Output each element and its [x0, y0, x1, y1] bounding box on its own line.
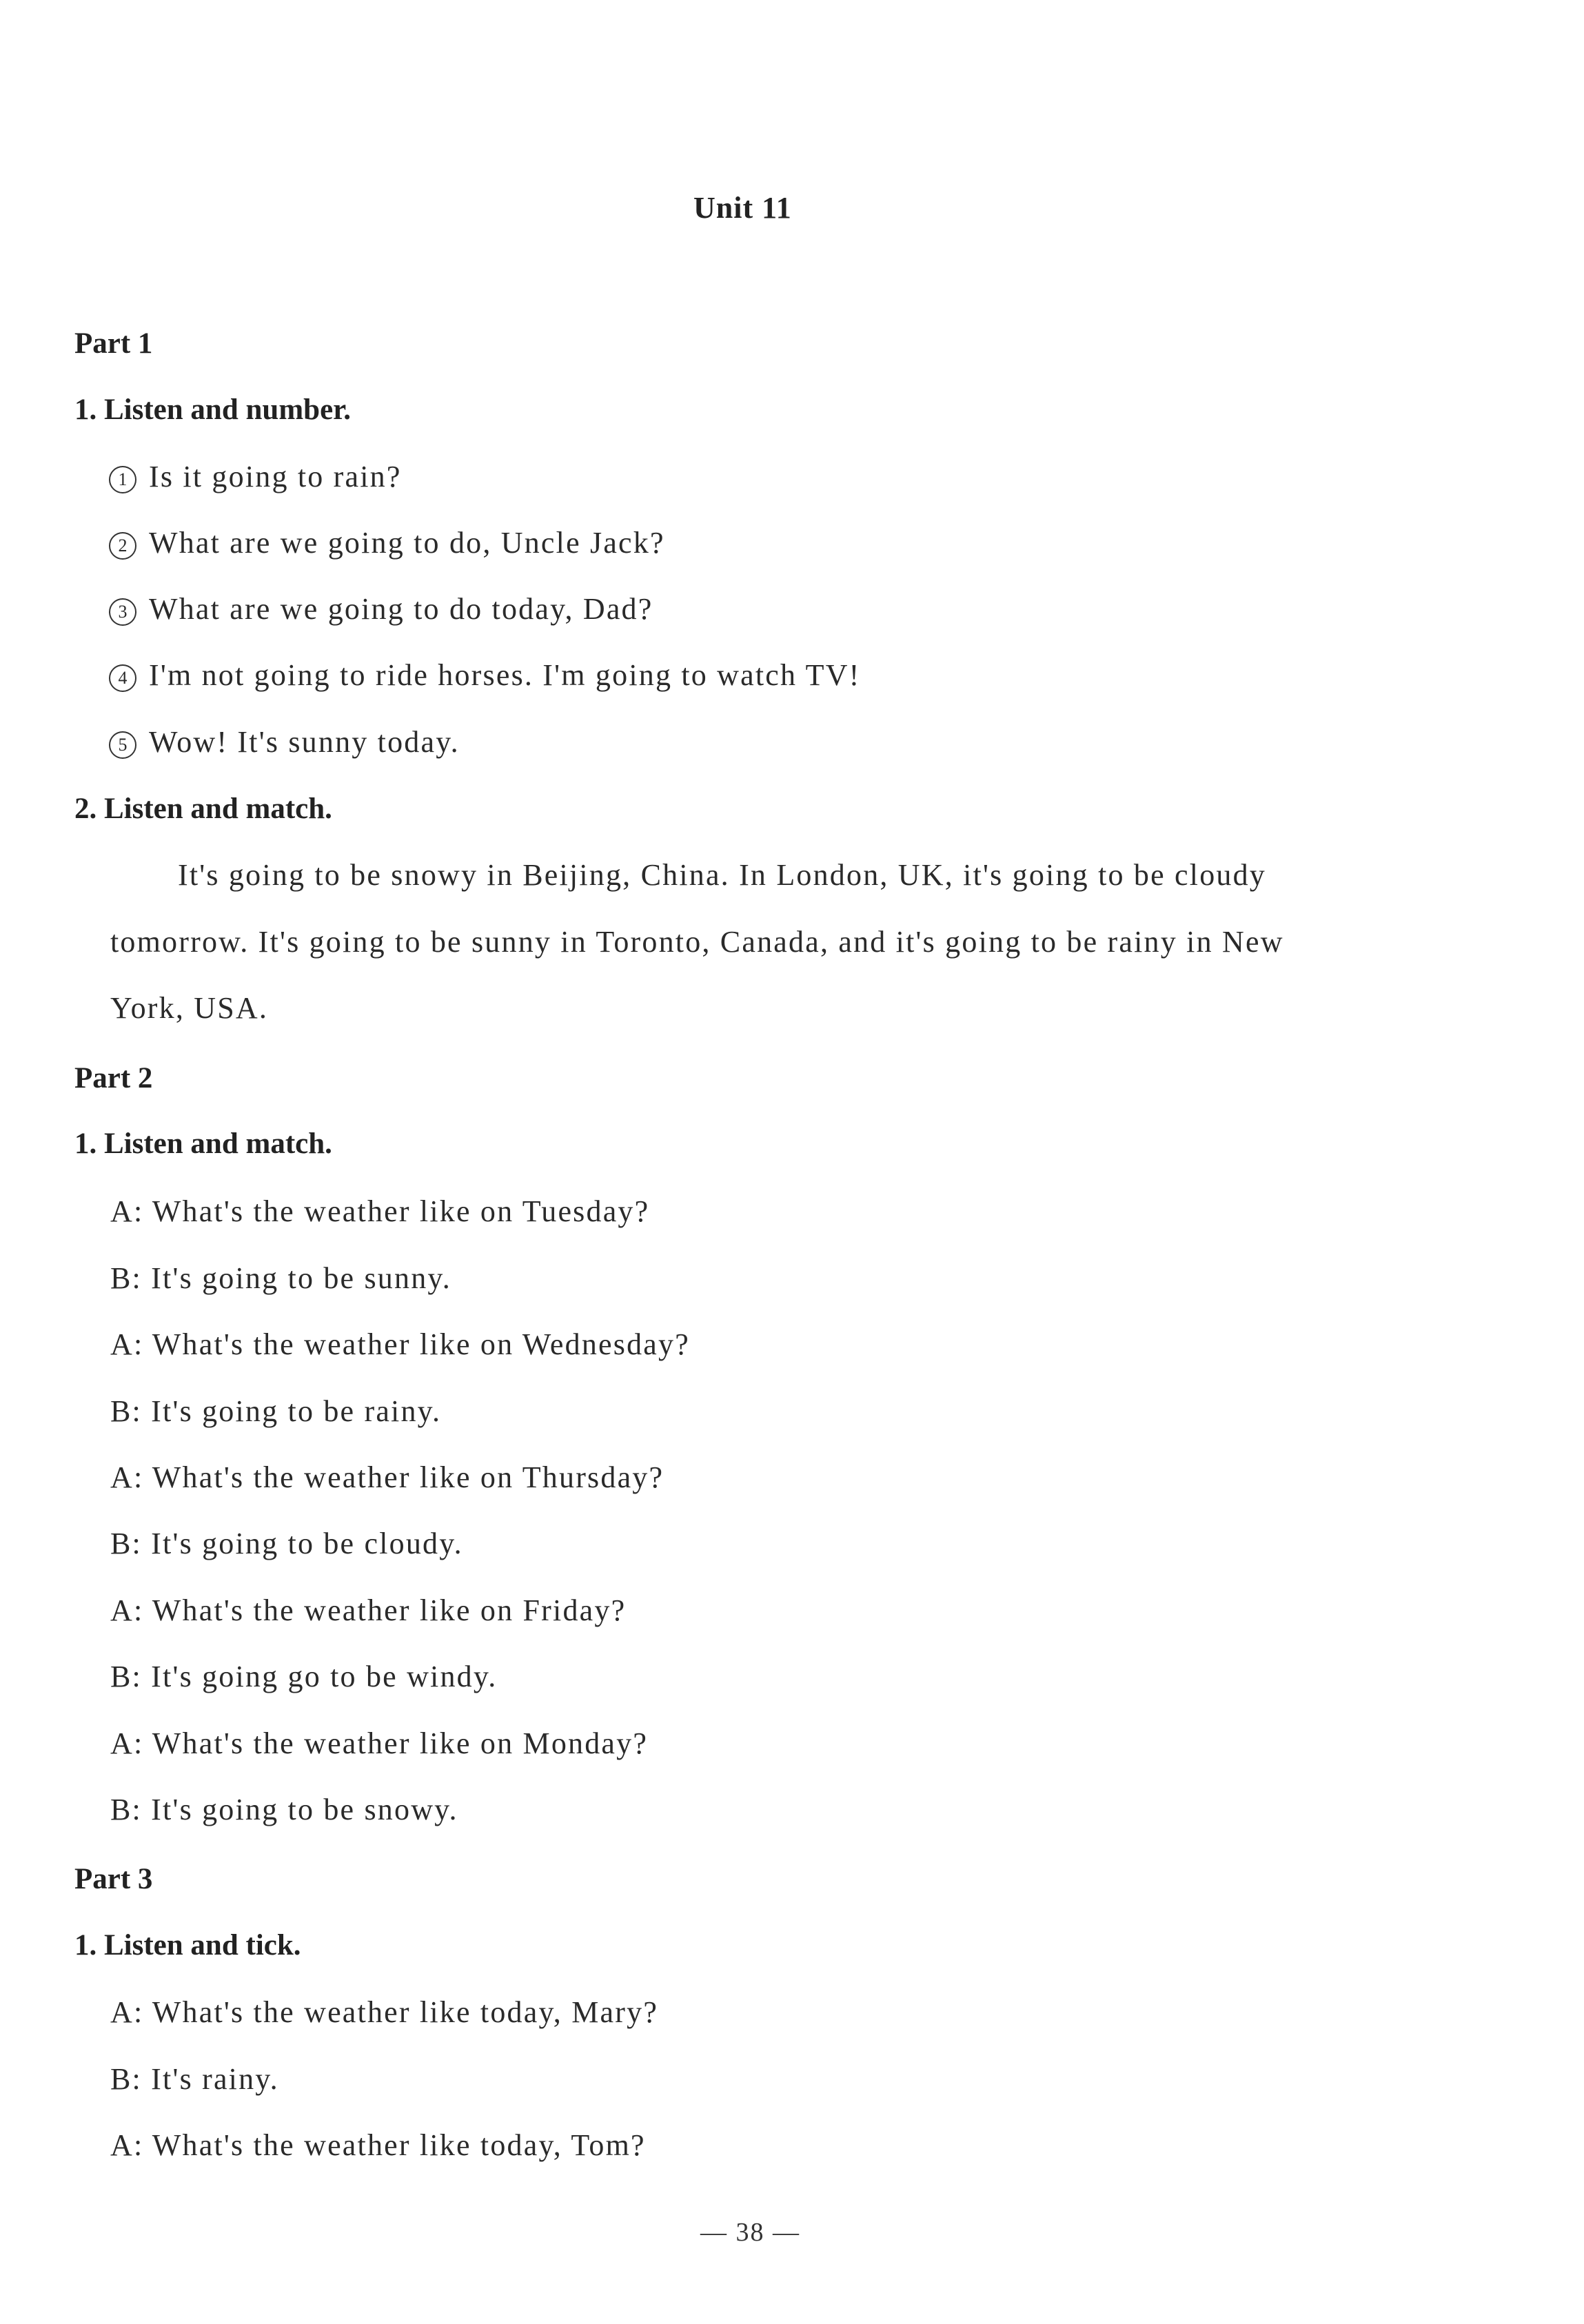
dialogue-line: B: It's going to be sunny.: [110, 1261, 451, 1295]
paragraph-line: tomorrow. It's going to be sunny in Toronto, Canada, and it's going to be rainy in New: [110, 925, 1284, 959]
list-item-text: What are we going to do today, Dad?: [149, 592, 653, 626]
list-item-text: Is it going to rain?: [149, 460, 402, 493]
page-number: — 38 —: [700, 2218, 800, 2247]
list-item: [109, 462, 402, 493]
part-2-task-1-heading: 1. Listen and match.: [74, 1128, 332, 1160]
list-item-text: I'm not going to ride horses. I'm going to watch TV!: [149, 658, 861, 692]
unit-title: Unit 11: [693, 191, 792, 225]
dialogue-line: A: What's the weather like today, Tom?: [110, 2128, 646, 2162]
paragraph-line: It's going to be snowy in Beijing, China. In London, UK, it's going to be cloudy: [178, 858, 1266, 892]
circled-number: 1: [109, 466, 136, 493]
part-1-task-2-heading: 2. Listen and match.: [74, 793, 332, 825]
list-item: [109, 594, 653, 626]
part-1-task-1-heading: 1. Listen and number.: [74, 394, 352, 426]
dialogue-line: A: What's the weather like on Friday?: [110, 1593, 627, 1627]
list-item: [109, 528, 665, 560]
dialogue-line: B: It's going to be cloudy.: [110, 1527, 463, 1560]
circled-number: 3: [109, 598, 136, 626]
dialogue-line: B: It's rainy.: [110, 2062, 279, 2096]
circled-number: 2: [109, 532, 136, 560]
list-item-text: Wow! It's sunny today.: [149, 725, 460, 759]
list-item: [109, 660, 861, 692]
dialogue-line: A: What's the weather like on Thursday?: [110, 1460, 664, 1494]
paragraph-line: York, USA.: [110, 991, 269, 1025]
circled-number: 5: [109, 731, 136, 759]
dialogue-line: A: What's the weather like on Tuesday?: [110, 1194, 650, 1228]
dialogue-line: A: What's the weather like on Wednesday?: [110, 1327, 690, 1361]
part-2-heading: Part 2: [74, 1062, 153, 1094]
list-item-text: What are we going to do, Uncle Jack?: [149, 526, 665, 560]
dialogue-line: B: It's going to be snowy.: [110, 1793, 458, 1826]
circled-number: 4: [109, 664, 136, 692]
dialogue-line: B: It's going go to be windy.: [110, 1660, 498, 1693]
part-1-heading: Part 1: [74, 327, 153, 360]
part-3-heading: Part 3: [74, 1863, 153, 1895]
list-item: [109, 727, 460, 759]
dialogue-line: B: It's going to be rainy.: [110, 1394, 442, 1428]
dialogue-line: A: What's the weather like today, Mary?: [110, 1995, 659, 2029]
part-3-task-1-heading: 1. Listen and tick.: [74, 1929, 301, 1961]
dialogue-line: A: What's the weather like on Monday?: [110, 1726, 649, 1760]
